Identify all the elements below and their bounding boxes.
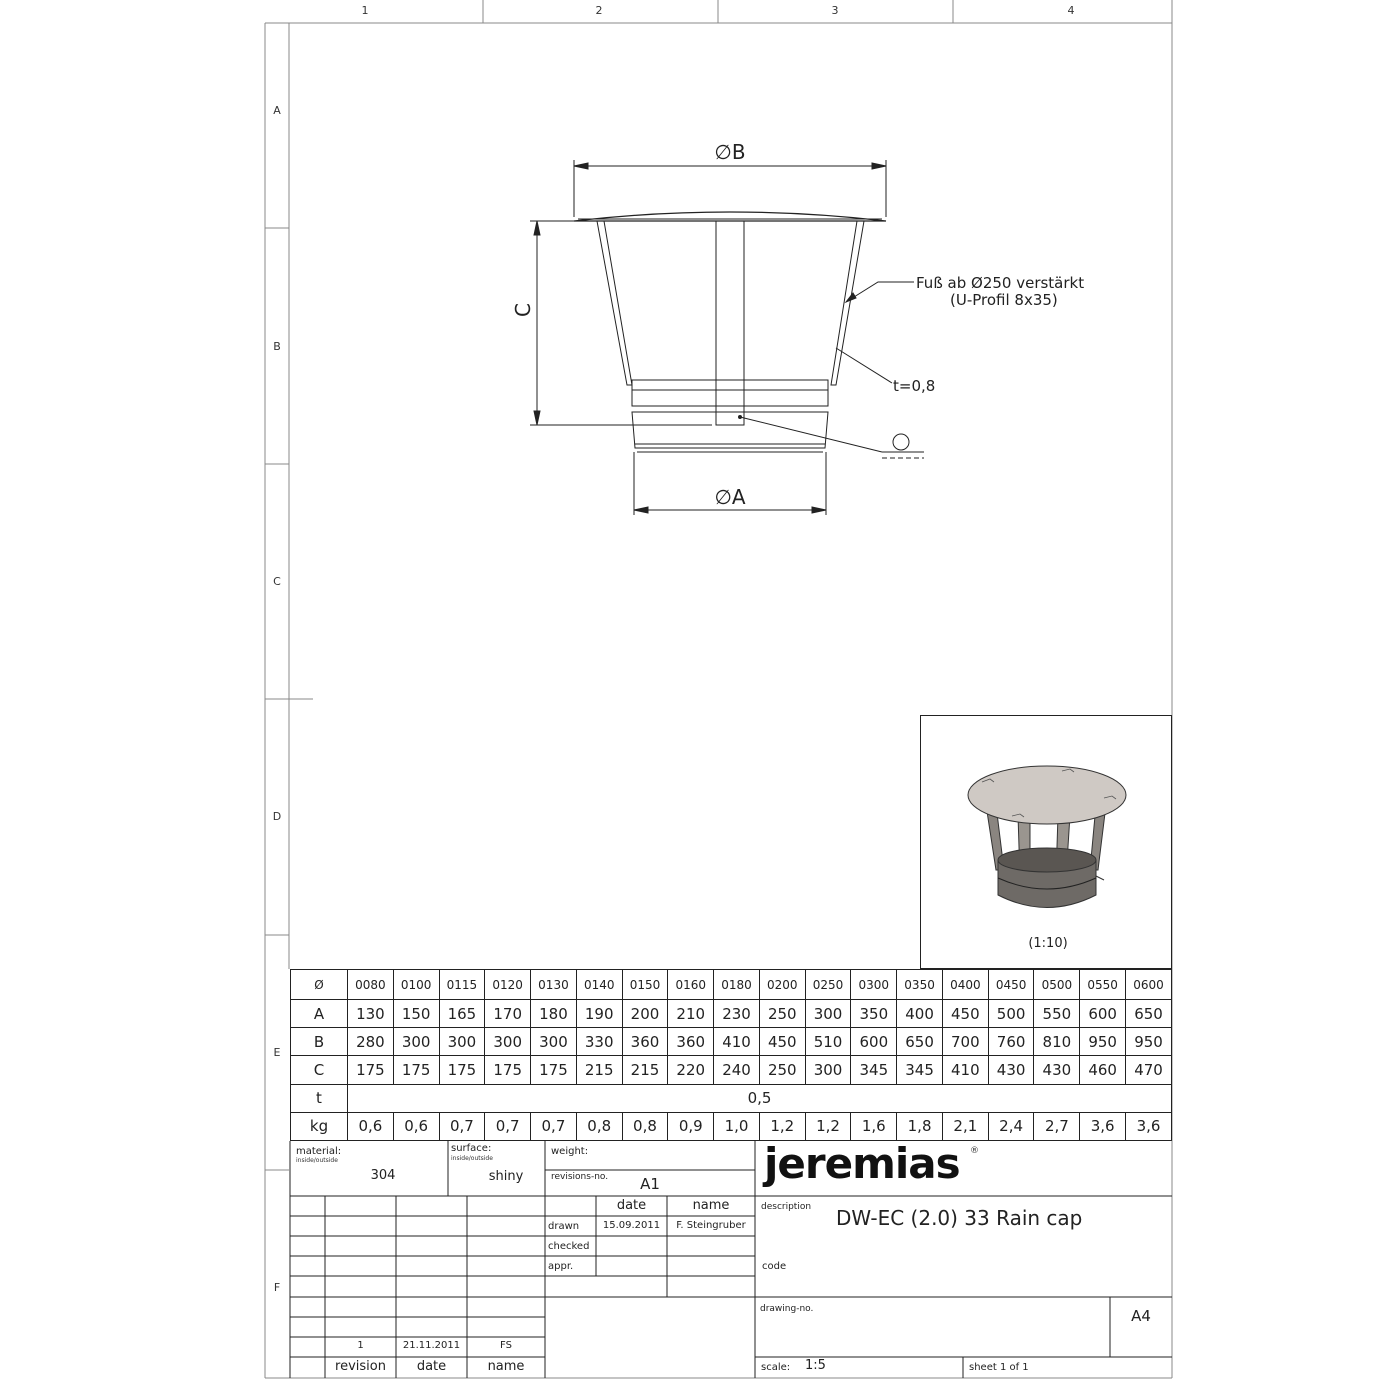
preview-scale-label: (1:10) <box>1028 936 1068 951</box>
grid-col-3: 3 <box>831 4 839 17</box>
table-cell: 150 <box>393 1000 439 1028</box>
surface-label: surface: <box>451 1143 492 1154</box>
table-cell: 0080 <box>348 970 394 1000</box>
row-label-diameter: Ø <box>291 970 348 1000</box>
grid-row-d: D <box>272 810 282 823</box>
code-label: code <box>762 1261 787 1272</box>
table-cell: 130 <box>348 1000 394 1028</box>
material-sublabel: inside/outside <box>296 1157 338 1164</box>
revision-date-header: date <box>416 1359 447 1374</box>
table-cell: 950 <box>1126 1028 1172 1056</box>
table-cell: 175 <box>439 1056 485 1084</box>
table-cell: 0,7 <box>485 1112 531 1140</box>
table-cell: 410 <box>714 1028 760 1056</box>
table-cell: 230 <box>714 1000 760 1028</box>
table-cell: 0150 <box>622 970 668 1000</box>
table-cell: 0400 <box>942 970 988 1000</box>
table-cell: 250 <box>759 1056 805 1084</box>
table-cell: 360 <box>668 1028 714 1056</box>
drawn-name: F. Steingruber <box>676 1220 746 1231</box>
table-cell: 410 <box>942 1056 988 1084</box>
grid-row-f: F <box>273 1281 281 1294</box>
revisions-no-label: revisions-no. <box>551 1172 609 1182</box>
table-cell: 1,0 <box>714 1112 760 1140</box>
table-cell: 300 <box>531 1028 577 1056</box>
table-cell: 700 <box>942 1028 988 1056</box>
table-cell: 600 <box>1080 1000 1126 1028</box>
material-label: material: <box>296 1146 342 1157</box>
surface-value: shiny <box>488 1169 524 1184</box>
table-cell: 450 <box>759 1028 805 1056</box>
table-cell: 345 <box>851 1056 897 1084</box>
table-cell: 500 <box>988 1000 1034 1028</box>
description-value: DW-EC (2.0) 33 Rain cap <box>836 1206 1083 1230</box>
drawn-label: drawn <box>548 1221 580 1232</box>
table-cell: 175 <box>485 1056 531 1084</box>
table-cell: 600 <box>851 1028 897 1056</box>
table-cell: 810 <box>1034 1028 1080 1056</box>
table-cell: 180 <box>531 1000 577 1028</box>
logo-registered-mark: ® <box>970 1146 979 1156</box>
table-cell: 280 <box>348 1028 394 1056</box>
table-cell: 0100 <box>393 970 439 1000</box>
table-cell: 350 <box>851 1000 897 1028</box>
drawing-no-label: drawing-no. <box>760 1304 814 1314</box>
table-cell: 330 <box>576 1028 622 1056</box>
surface-sublabel: inside/outside <box>451 1155 493 1162</box>
table-cell: 470 <box>1126 1056 1172 1084</box>
dimension-b-label: ∅B <box>714 140 746 164</box>
table-cell: 3,6 <box>1080 1112 1126 1140</box>
name-column-header: name <box>692 1198 730 1213</box>
scale-label: scale: <box>761 1362 791 1373</box>
table-cell: 220 <box>668 1056 714 1084</box>
revision-header: revision <box>335 1359 386 1374</box>
date-column-header: date <box>616 1198 647 1213</box>
table-cell: 300 <box>439 1028 485 1056</box>
jeremias-logo: jeremias <box>764 1139 960 1188</box>
table-cell: 240 <box>714 1056 760 1084</box>
material-value: 304 <box>370 1168 396 1183</box>
table-cell: 0550 <box>1080 970 1126 1000</box>
grid-row-a: A <box>273 104 281 117</box>
dimension-a-label: ∅A <box>714 485 746 509</box>
table-cell: 0200 <box>759 970 805 1000</box>
table-cell: 650 <box>897 1028 943 1056</box>
table-cell: 0450 <box>988 970 1034 1000</box>
revision-date: 21.11.2011 <box>402 1340 461 1351</box>
row-label-b: B <box>291 1028 348 1056</box>
table-cell: 360 <box>622 1028 668 1056</box>
table-cell: 0,8 <box>622 1112 668 1140</box>
table-cell: 0,7 <box>531 1112 577 1140</box>
table-cell: 0,8 <box>576 1112 622 1140</box>
table-cell: 760 <box>988 1028 1034 1056</box>
grid-col-4: 4 <box>1067 4 1075 17</box>
sheet-format: A4 <box>1131 1307 1151 1325</box>
revision-number: 1 <box>357 1340 364 1351</box>
row-label-t: t <box>291 1084 348 1112</box>
table-cell: 170 <box>485 1000 531 1028</box>
table-cell: 510 <box>805 1028 851 1056</box>
foot-note-line2: (U-Profil 8x35) <box>950 291 1058 309</box>
table-cell: 2,4 <box>988 1112 1034 1140</box>
table-cell: 0,7 <box>439 1112 485 1140</box>
table-cell: 0180 <box>714 970 760 1000</box>
table-cell: 300 <box>393 1028 439 1056</box>
table-cell: 3,6 <box>1126 1112 1172 1140</box>
grid-row-c: C <box>273 575 281 588</box>
revision-name: FS <box>500 1340 512 1351</box>
table-cell: 430 <box>1034 1056 1080 1084</box>
row-label-kg: kg <box>291 1112 348 1140</box>
grid-col-1: 1 <box>361 4 369 17</box>
table-cell: 300 <box>805 1000 851 1028</box>
table-cell: 430 <box>988 1056 1034 1084</box>
table-cell: 1,2 <box>759 1112 805 1140</box>
table-cell: 0140 <box>576 970 622 1000</box>
table-cell: 650 <box>1126 1000 1172 1028</box>
foot-note-line1: Fuß ab Ø250 verstärkt <box>916 274 1085 292</box>
table-cell: 1,6 <box>851 1112 897 1140</box>
table-cell: 0250 <box>805 970 851 1000</box>
table-cell: 345 <box>897 1056 943 1084</box>
dimension-c-label: C <box>511 303 535 317</box>
sheet-label: sheet 1 of 1 <box>969 1362 1029 1373</box>
grid-row-e: E <box>273 1046 281 1059</box>
table-cell: 210 <box>668 1000 714 1028</box>
revisions-no-value: A1 <box>640 1175 660 1193</box>
table-cell: 450 <box>942 1000 988 1028</box>
table-cell: 0600 <box>1126 970 1172 1000</box>
revision-name-header: name <box>487 1359 525 1374</box>
description-label: description <box>761 1202 812 1212</box>
row-label-c: C <box>291 1056 348 1084</box>
table-cell: 0,6 <box>348 1112 394 1140</box>
table-cell: 200 <box>622 1000 668 1028</box>
thickness-note: t=0,8 <box>893 377 936 395</box>
table-cell: 0130 <box>531 970 577 1000</box>
table-cell: 0,5 <box>348 1084 1172 1112</box>
scale-value: 1:5 <box>805 1358 826 1373</box>
appr-label: appr. <box>548 1261 574 1272</box>
table-cell: 175 <box>348 1056 394 1084</box>
table-cell: 175 <box>393 1056 439 1084</box>
row-label-a: A <box>291 1000 348 1028</box>
weight-label: weight: <box>551 1146 589 1157</box>
table-cell: 190 <box>576 1000 622 1028</box>
table-cell: 0300 <box>851 970 897 1000</box>
table-cell: 2,7 <box>1034 1112 1080 1140</box>
table-cell: 2,1 <box>942 1112 988 1140</box>
checked-label: checked <box>548 1241 590 1252</box>
grid-col-2: 2 <box>595 4 603 17</box>
table-cell: 215 <box>622 1056 668 1084</box>
table-cell: 0160 <box>668 970 714 1000</box>
table-cell: 175 <box>531 1056 577 1084</box>
drawn-date: 15.09.2011 <box>602 1220 661 1231</box>
table-cell: 950 <box>1080 1028 1126 1056</box>
grid-row-b: B <box>273 340 281 353</box>
table-cell: 0500 <box>1034 970 1080 1000</box>
table-cell: 215 <box>576 1056 622 1084</box>
table-cell: 0115 <box>439 970 485 1000</box>
table-cell: 0350 <box>897 970 943 1000</box>
table-cell: 1,8 <box>897 1112 943 1140</box>
table-cell: 550 <box>1034 1000 1080 1028</box>
table-cell: 1,2 <box>805 1112 851 1140</box>
table-cell: 0120 <box>485 970 531 1000</box>
table-cell: 460 <box>1080 1056 1126 1084</box>
table-cell: 400 <box>897 1000 943 1028</box>
table-cell: 300 <box>485 1028 531 1056</box>
table-cell: 250 <box>759 1000 805 1028</box>
table-cell: 0,9 <box>668 1112 714 1140</box>
table-cell: 300 <box>805 1056 851 1084</box>
table-cell: 165 <box>439 1000 485 1028</box>
table-cell: 0,6 <box>393 1112 439 1140</box>
